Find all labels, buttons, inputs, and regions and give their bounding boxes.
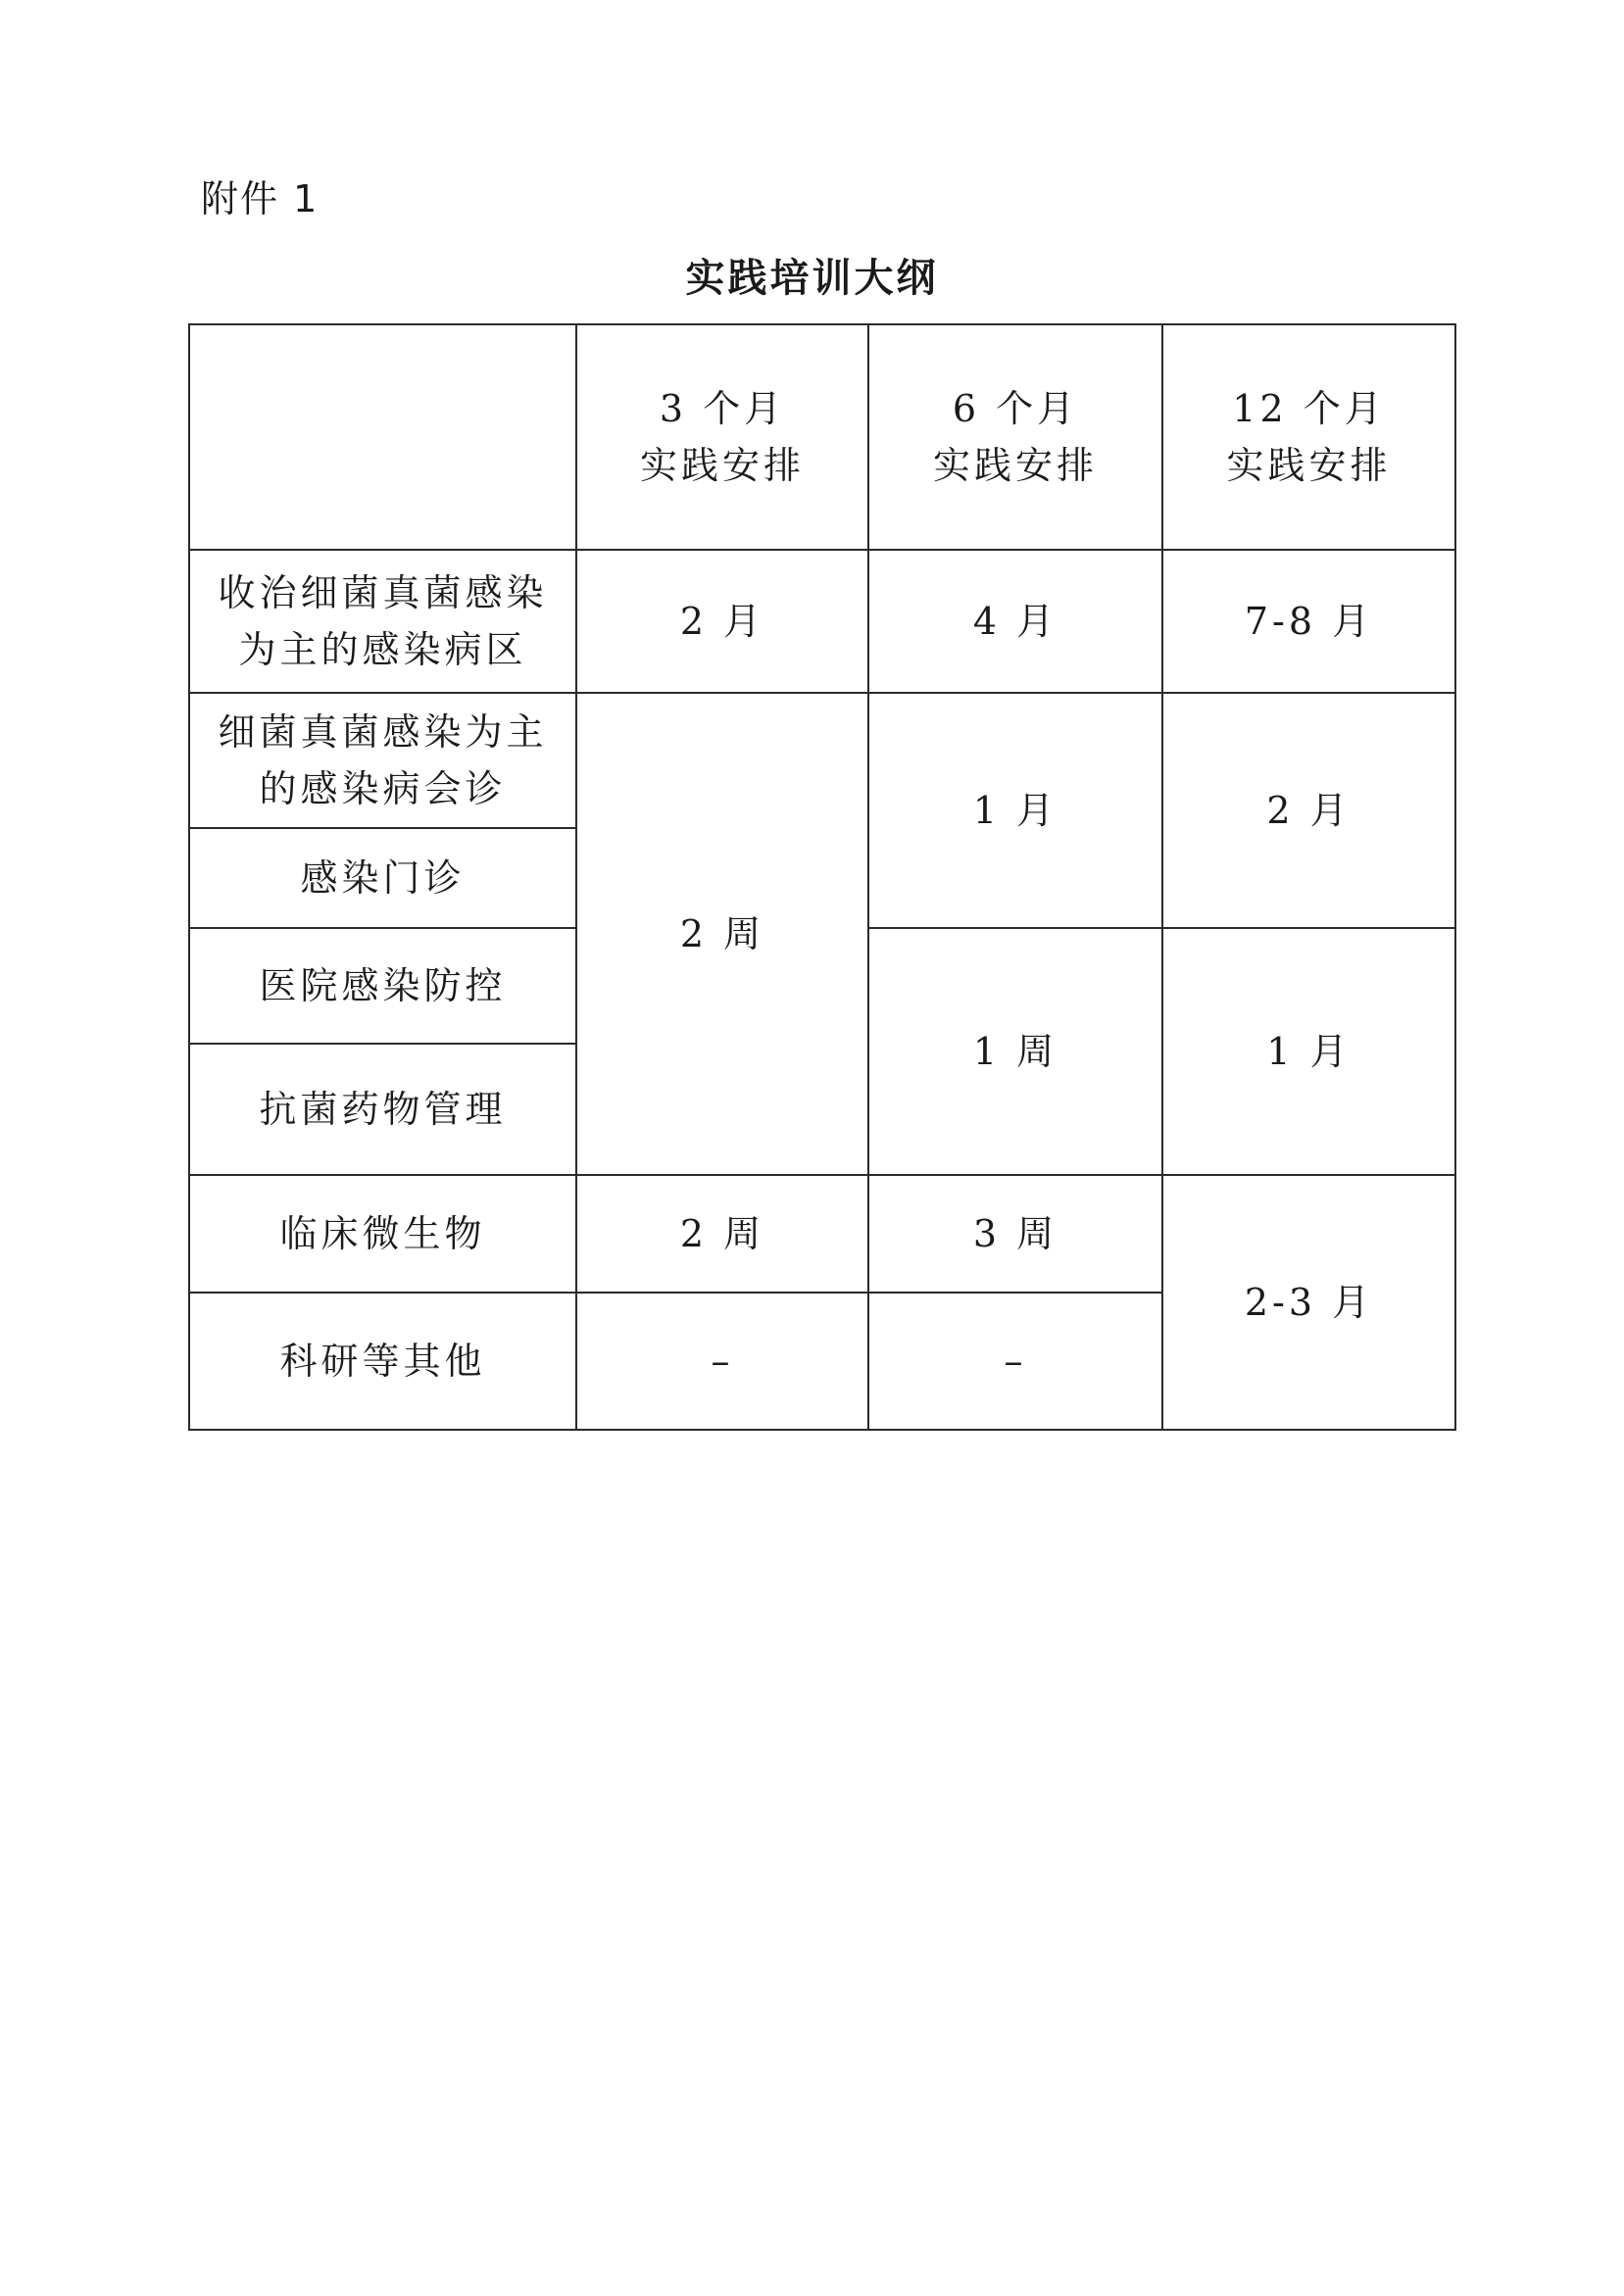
cell-microbiology-6m: 3 周	[868, 1175, 1162, 1293]
cell-rows4to5-12m: 1 月	[1162, 928, 1455, 1175]
header-3-months-line1: 3 个月	[659, 387, 786, 430]
header-3-months	[576, 324, 868, 550]
cell-microbiology-3m: 2 周	[576, 1175, 868, 1293]
cell-rows4to5-6m: 1 周	[868, 928, 1162, 1175]
header-blank-cell	[189, 324, 576, 550]
cell-ward-6m: 4 月	[868, 550, 1162, 693]
header-3-months-line2: 实践安排	[639, 444, 805, 487]
row-label-ward-line2: 为主的感染病区	[238, 628, 527, 671]
header-6-months	[868, 324, 1162, 550]
cell-ward-12m: 7-8 月	[1162, 550, 1455, 693]
cell-research-6m: –	[868, 1293, 1162, 1430]
header-12-months-line1: 12 个月	[1232, 387, 1386, 430]
table-row	[189, 1175, 1455, 1293]
cell-rows2to3-12m: 2 月	[1162, 693, 1455, 928]
row-label-consultation-line2: 的感染病会诊	[259, 767, 507, 810]
row-label-ward-line1: 收治细菌真菌感染	[218, 571, 548, 614]
header-12-months-line2: 实践安排	[1226, 444, 1392, 487]
row-label-antimicrobial: 抗菌药物管理	[189, 1044, 576, 1175]
header-12-months	[1162, 324, 1455, 550]
document-title: 实践培训大纲	[685, 256, 939, 301]
cell-research-3m: –	[576, 1293, 868, 1430]
row-label-consultation	[189, 693, 576, 828]
row-label-microbiology: 临床微生物	[189, 1175, 576, 1293]
cell-rows2to5-3m: 2 周	[576, 693, 868, 1175]
table-row	[189, 550, 1455, 693]
cell-ward-3m: 2 月	[576, 550, 868, 693]
table-header-row	[189, 324, 1455, 550]
row-label-ward	[189, 550, 576, 693]
cell-rows6to7-12m: 2-3 月	[1162, 1175, 1455, 1430]
row-label-consultation-line1: 细菌真菌感染为主	[218, 710, 548, 754]
header-6-months-line1: 6 个月	[952, 387, 1079, 430]
cell-rows2to3-6m: 1 月	[868, 693, 1162, 928]
row-label-outpatient: 感染门诊	[189, 828, 576, 928]
row-label-research: 科研等其他	[189, 1293, 576, 1430]
row-label-infection-control: 医院感染防控	[189, 928, 576, 1044]
table-row	[189, 693, 1455, 828]
header-6-months-line2: 实践安排	[932, 444, 1098, 487]
training-outline-table	[188, 323, 1456, 1431]
attachment-label: 附件 1	[201, 177, 320, 220]
